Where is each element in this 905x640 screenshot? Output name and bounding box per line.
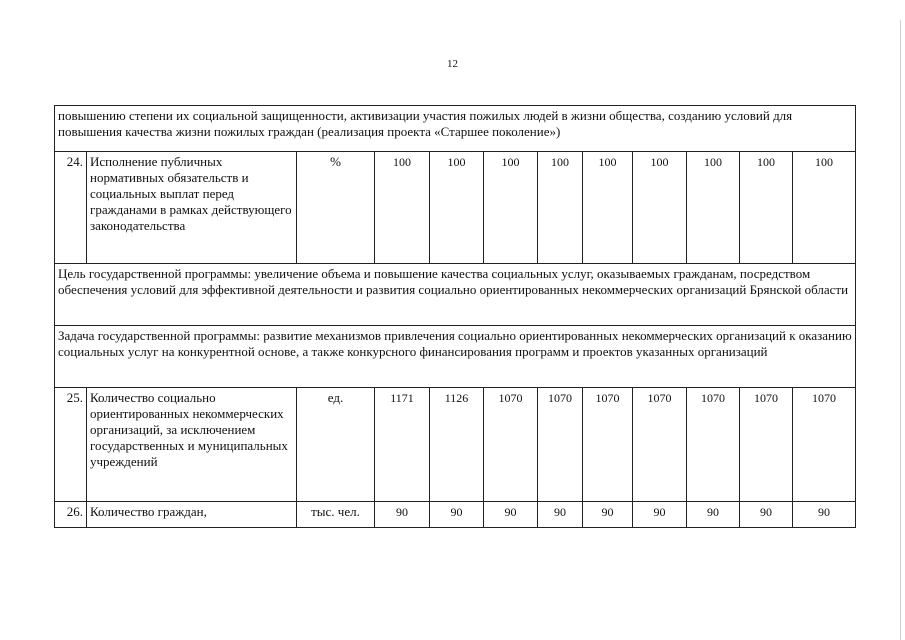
value-cell: 1171: [375, 388, 430, 502]
value-cell: 100: [633, 152, 687, 264]
goal-text-cell: Цель государственной программы: увеличение объема и повышение качества социальных услуг, оказываемых гражданам, посредством обеспечения условий для эффективной деятельности и развития социально ориентированных некоммерческих организаций Брянской области: [55, 264, 856, 326]
row-number: 26.: [55, 502, 87, 528]
value-cell: 100: [375, 152, 430, 264]
value-cell: 90: [633, 502, 687, 528]
value-cell: 90: [740, 502, 793, 528]
value-cell: 100: [430, 152, 484, 264]
value-cell: 1070: [687, 388, 740, 502]
value-cell: 90: [538, 502, 583, 528]
scan-edge-line: [900, 20, 901, 640]
table-row-25: [55, 388, 856, 502]
value-cell: 1126: [430, 388, 484, 502]
unit-cell: %: [297, 152, 375, 264]
value-cell: 100: [740, 152, 793, 264]
row-number: 24.: [55, 152, 87, 264]
page-number: 12: [447, 58, 458, 70]
task-row: [55, 326, 856, 388]
task-text-cell: Задача государственной программы: развитие механизмов привлечения социально ориентированных некоммерческих организаций к оказанию социальных услуг на конкурентной основе, а также конкурсного финансирования программ и проектов указанных организаций: [55, 326, 856, 388]
indicator-name: Исполнение публичных нормативных обязательств и социальных выплат перед гражданами в рамках действующего законодательства: [87, 152, 297, 264]
value-cell: 90: [793, 502, 856, 528]
row-number: 25.: [55, 388, 87, 502]
value-cell: 90: [687, 502, 740, 528]
value-cell: 100: [793, 152, 856, 264]
value-cell: 100: [583, 152, 633, 264]
value-cell: 1070: [740, 388, 793, 502]
value-cell: 1070: [633, 388, 687, 502]
value-cell: 90: [375, 502, 430, 528]
value-cell: 90: [430, 502, 484, 528]
unit-cell: ед.: [297, 388, 375, 502]
table-row-24: [55, 152, 856, 264]
value-cell: 1070: [583, 388, 633, 502]
goal-row: [55, 264, 856, 326]
continued-text-cell: повышению степени их социальной защищенности, активизации участия пожилых людей в жизни общества, созданию условий для повышения качества жизни пожилых граждан (реализация проекта «Старшее поколение»): [55, 106, 856, 152]
value-cell: 100: [484, 152, 538, 264]
continued-text-row: [55, 106, 856, 152]
table-row-26: [55, 502, 856, 528]
unit-cell: тыс. чел.: [297, 502, 375, 528]
value-cell: 90: [583, 502, 633, 528]
indicator-name: Количество социально ориентированных некоммерческих организаций, за исключением государственных и муниципальных учреждений: [87, 388, 297, 502]
value-cell: 100: [538, 152, 583, 264]
value-cell: 100: [687, 152, 740, 264]
value-cell: 90: [484, 502, 538, 528]
value-cell: 1070: [538, 388, 583, 502]
indicators-table: [54, 105, 856, 528]
value-cell: 1070: [793, 388, 856, 502]
indicator-name: Количество граждан,: [87, 502, 297, 528]
value-cell: 1070: [484, 388, 538, 502]
